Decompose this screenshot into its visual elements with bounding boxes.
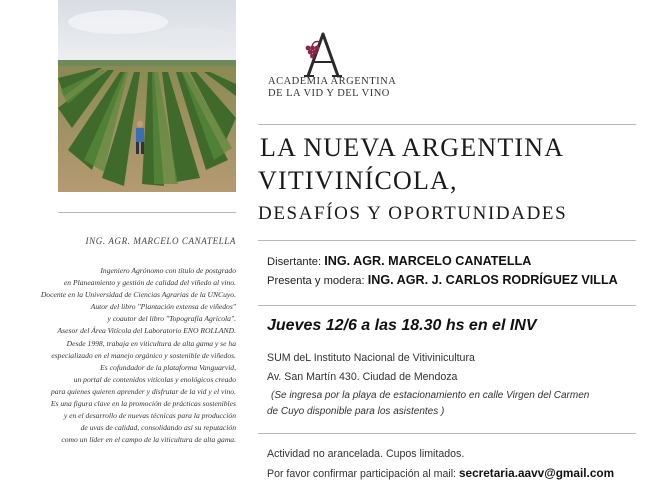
bio-line: Es una figura clave en la promoción de prácticas sostenibles — [50, 399, 236, 409]
rsvp-email[interactable]: secretaria.aavv@gmail.com — [458, 466, 615, 480]
academy-logo-icon — [296, 30, 350, 80]
bio-line: y coautor del libro "Topografía Agrícola". — [107, 314, 236, 324]
divider — [258, 240, 636, 241]
rsvp-line — [267, 466, 614, 480]
speaker-bio — [40, 265, 236, 446]
speaker-label: Disertante: — [267, 256, 322, 268]
rsvp-text: Por favor confirmar participación al mail: — [267, 468, 456, 480]
parking-note-line1: (Se ingresa por la playa de estacionamiento en calle Virgen del Carmen — [271, 390, 590, 401]
parking-note-line2: de Cuyo disponible para los asistentes ) — [267, 406, 445, 417]
divider — [258, 433, 636, 434]
bio-line: especializado en el manejo orgánico y sostenible de viñedos. — [51, 350, 236, 360]
divider — [58, 212, 236, 213]
speaker-caption: ING. AGR. MARCELO CANATELLA — [85, 236, 236, 246]
bio-line: Docente en la Universidad de Ciencias Agrarias de la UNCuyo. — [40, 290, 236, 300]
bio-line: un portal de contenidos vitícolas y enológicos creado — [73, 374, 236, 384]
divider — [258, 305, 636, 306]
vineyard-photo — [58, 0, 236, 192]
bio-line: en Planeamiento y gestión de calidad del viñedo al vino. — [63, 278, 236, 288]
bio-line: de uvas de calidad, consolidando así su reputación — [80, 423, 236, 433]
bio-line: y en el desarrollo de nuevas técnicas para la producción — [63, 411, 236, 421]
title-line1: LA NUEVA ARGENTINA — [260, 133, 565, 162]
subtitle: DESAFÍOS Y OPORTUNIDADES — [258, 203, 568, 224]
bio-line: Desde 1998, trabaja en viticultura de alta gama y se ha — [66, 338, 236, 348]
divider — [258, 124, 636, 125]
bio-line: Autor del libro "Plantación extensa de viñedos" — [90, 302, 236, 312]
moderator-line — [267, 273, 618, 287]
speaker-name: ING. AGR. MARCELO CANATELLA — [324, 254, 532, 268]
academy-name-line2: DE LA VID Y DEL VINO — [268, 88, 390, 99]
activity-note: Actividad no arancelada. Cupos limitados. — [267, 448, 465, 460]
bio-line: Es cofundador de la plataforma Vanguarvid, — [100, 362, 236, 372]
title-line2: VITIVINÍCOLA, — [258, 166, 458, 195]
academy-name-line1: ACADEMIA ARGENTINA — [268, 76, 397, 87]
bio-line: para quienes quieren aprender y disfrutar de la vid y el vino. — [50, 386, 236, 396]
bio-line: Asesor del Área Vitícola del Laboratorio ENO ROLLAND. — [57, 326, 236, 336]
moderator-name: ING. AGR. J. CARLOS RODRÍGUEZ VILLA — [367, 273, 618, 287]
address: Av. San Martín 430. Ciudad de Mendoza — [267, 371, 458, 383]
speaker-line — [267, 254, 531, 268]
bio-line: Ingeniero Agrónomo con título de postgrado — [100, 266, 236, 275]
bio-line: como un líder en el campo de la viticultura de alta gama. — [61, 435, 236, 445]
venue: SUM deL Instituto Nacional de Vitivinicultura — [267, 352, 475, 364]
moderator-label: Presenta y modera: — [267, 275, 365, 287]
event-date: Jueves 12/6 a las 18.30 hs en el INV — [267, 317, 537, 334]
